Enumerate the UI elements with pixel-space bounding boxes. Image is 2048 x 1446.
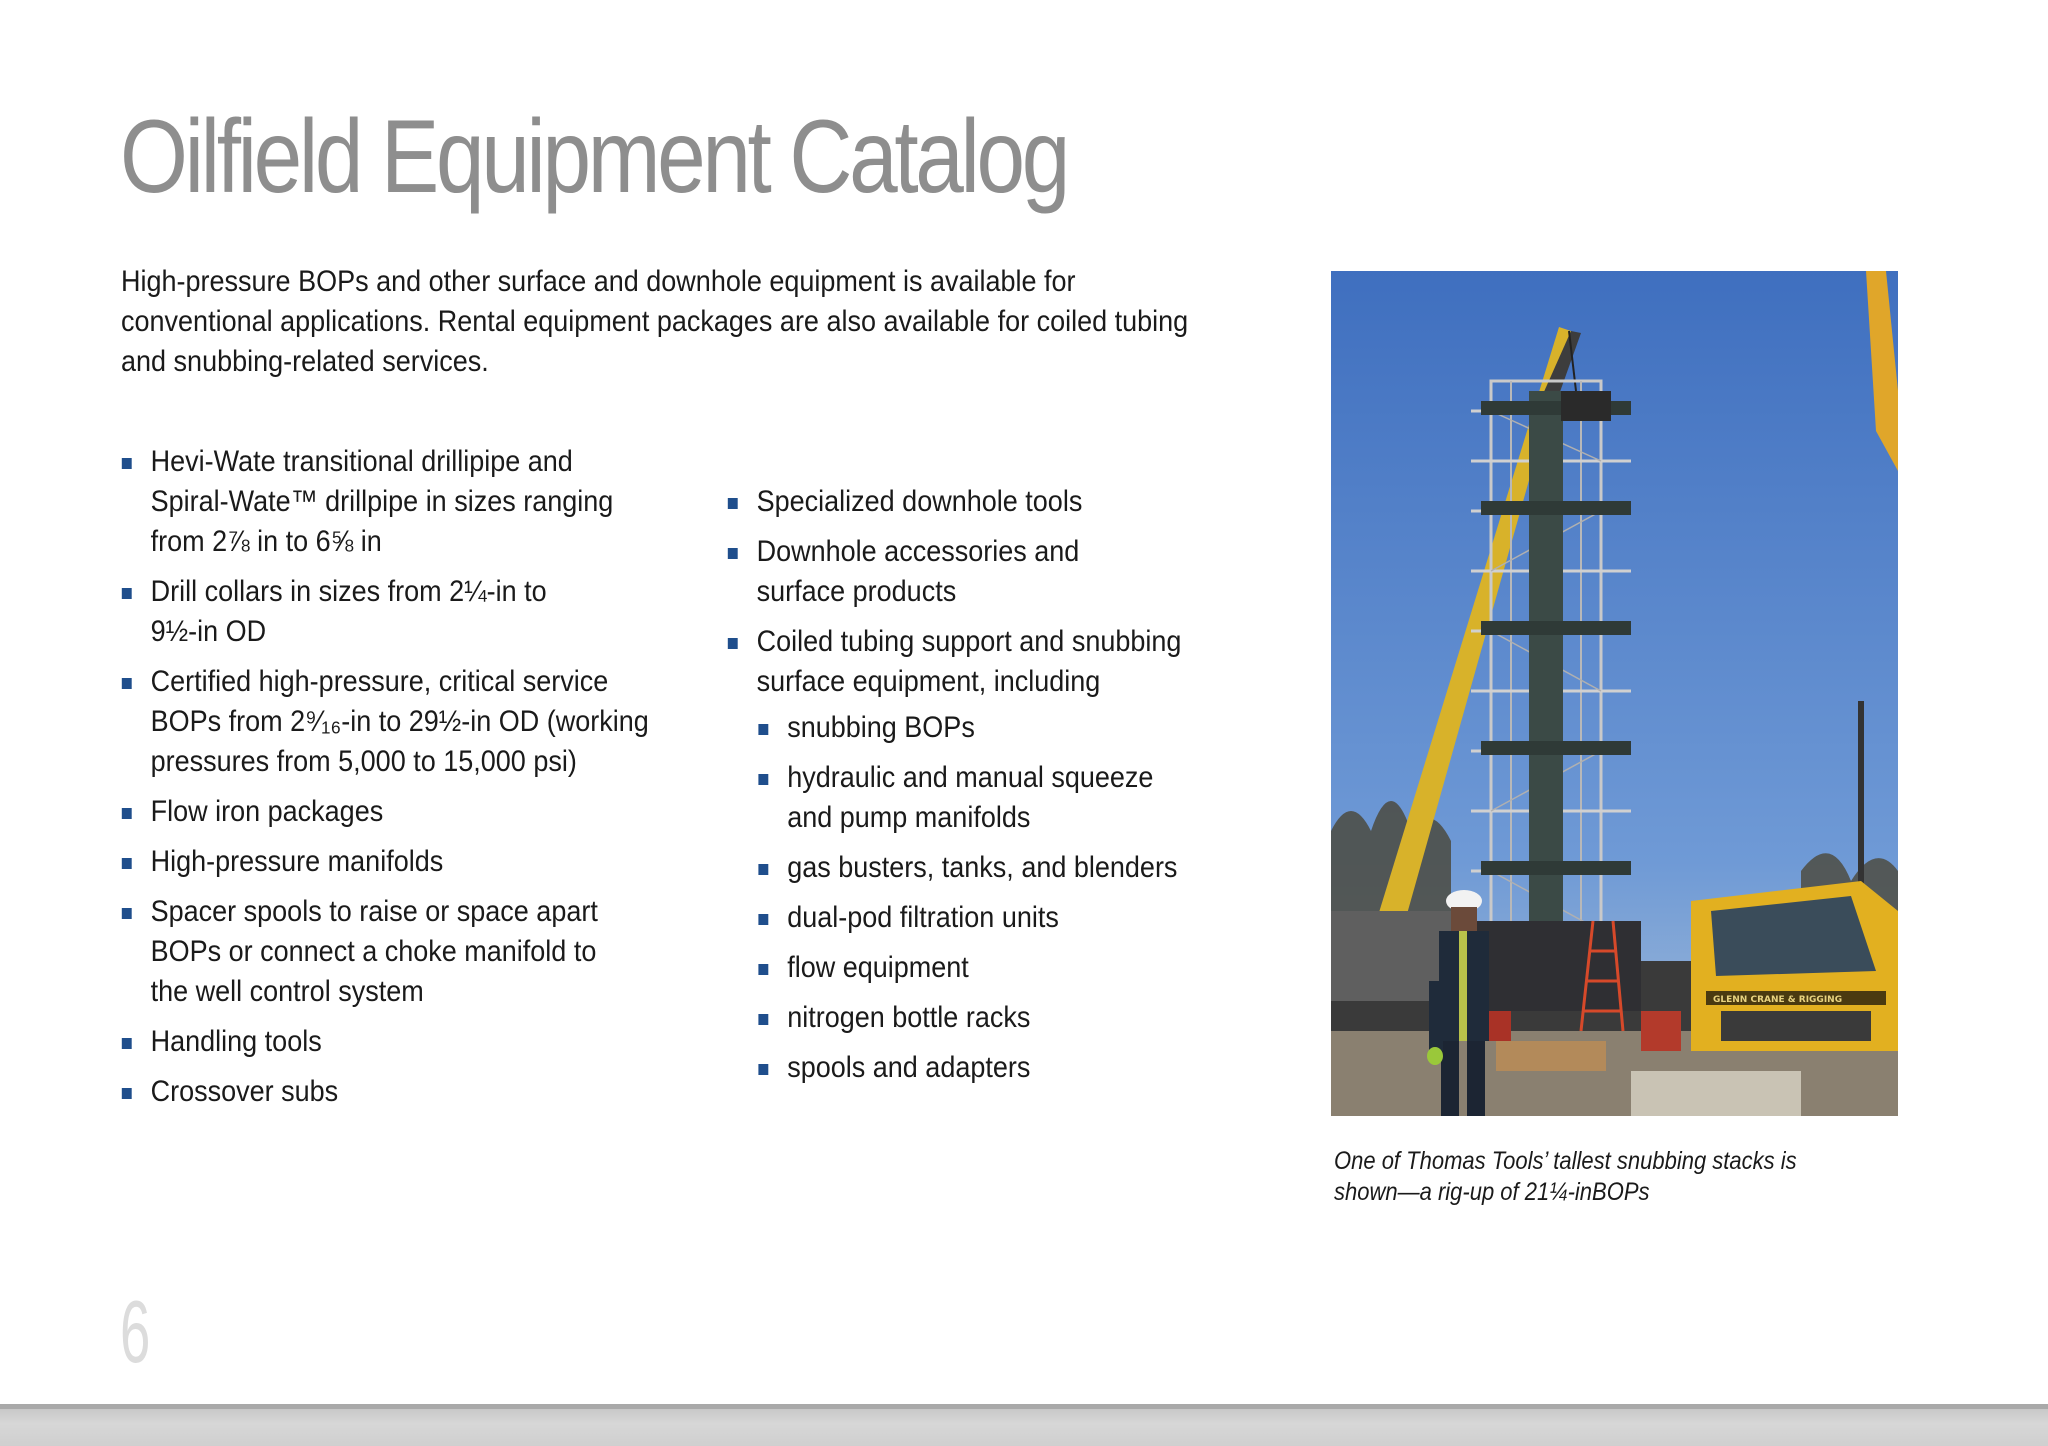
equipment-list-right bbox=[726, 482, 1181, 1098]
list-item-line: from 2⅞ in to 6⅝ in bbox=[150, 525, 382, 558]
list-item bbox=[120, 892, 649, 1012]
list-item-line: Spiral-Wate™ drillpipe in sizes ranging bbox=[150, 485, 614, 518]
list-item-line: 9½-in OD bbox=[150, 615, 267, 648]
list-item-line: High-pressure manifolds bbox=[150, 845, 444, 878]
list-item bbox=[120, 572, 649, 652]
truck-grille bbox=[1721, 1011, 1871, 1041]
sub-list-item bbox=[757, 998, 1182, 1038]
list-item-line: Spacer spools to raise or space apart bbox=[150, 895, 598, 928]
list-item bbox=[726, 532, 1181, 612]
page-number: 6 bbox=[120, 1282, 151, 1381]
list-item-line: snubbing BOPs bbox=[787, 711, 975, 744]
photo-caption bbox=[1334, 1146, 1797, 1208]
sub-list-item bbox=[757, 1048, 1182, 1088]
list-item-line: the well control system bbox=[150, 975, 424, 1008]
list-item-line: gas busters, tanks, and blenders bbox=[787, 851, 1178, 884]
list-item-line: and pump manifolds bbox=[787, 801, 1031, 834]
footer-band-edge bbox=[0, 1404, 2048, 1409]
sub-list bbox=[757, 708, 1182, 1088]
list-item-line: flow equipment bbox=[787, 951, 969, 984]
list-item-line: Certified high-pressure, critical service bbox=[150, 665, 609, 698]
list-item bbox=[120, 442, 649, 562]
caption-line: shown—a rig-up of 21¼-inBOPs bbox=[1334, 1178, 1650, 1206]
list-item-line: Specialized downhole tools bbox=[756, 485, 1083, 518]
list-item bbox=[726, 622, 1181, 1088]
list-item bbox=[120, 662, 649, 782]
sub-list-item bbox=[757, 848, 1182, 888]
list-item-line: surface equipment, including bbox=[756, 665, 1101, 698]
caption-line: One of Thomas Tools’ tallest snubbing stacks is bbox=[1334, 1147, 1797, 1175]
list-item-line: Downhole accessories and bbox=[756, 535, 1080, 568]
list-item bbox=[120, 1072, 649, 1112]
list-item bbox=[726, 482, 1181, 522]
sub-list-item bbox=[757, 898, 1182, 938]
list-item-line: pressures from 5,000 to 15,000 psi) bbox=[150, 745, 577, 778]
equipment-list-left bbox=[120, 442, 649, 1122]
page-title: Oilfield Equipment Catalog bbox=[120, 99, 1067, 215]
list-item-line: Hevi-Wate transitional drillipipe and bbox=[150, 445, 573, 478]
list-item-line: nitrogen bottle racks bbox=[787, 1001, 1031, 1034]
list-item-line: Handling tools bbox=[150, 1025, 322, 1058]
intro-line: and snubbing-related services. bbox=[121, 345, 489, 378]
list-item-line: BOPs or connect a choke manifold to bbox=[150, 935, 597, 968]
snubbing-stack-photo bbox=[1331, 271, 1898, 1116]
intro-paragraph bbox=[121, 262, 1189, 382]
list-item bbox=[120, 1022, 649, 1062]
truck-text: GLENN CRANE & RIGGING bbox=[1713, 995, 1843, 1005]
list-item-line: dual-pod filtration units bbox=[787, 901, 1059, 934]
sub-list-item bbox=[757, 708, 1182, 748]
intro-line: High-pressure BOPs and other surface and downhole equipment is available for bbox=[121, 265, 1076, 298]
sub-list-item bbox=[757, 758, 1182, 838]
list-item-line: Drill collars in sizes from 2¼-in to bbox=[150, 575, 547, 608]
concrete-block bbox=[1631, 1071, 1801, 1116]
crane-block bbox=[1561, 391, 1611, 421]
list-item-line: hydraulic and manual squeeze bbox=[787, 761, 1154, 794]
list-item bbox=[120, 842, 649, 882]
red-machinery bbox=[1641, 1011, 1681, 1051]
list-item-line: Crossover subs bbox=[150, 1075, 339, 1108]
photo-illustration bbox=[1331, 271, 1898, 1116]
pallets bbox=[1496, 1041, 1606, 1071]
list-item-line: surface products bbox=[756, 575, 957, 608]
sub-list-item bbox=[757, 948, 1182, 988]
list-item-line: Coiled tubing support and snubbing bbox=[756, 625, 1182, 658]
list-item-line: spools and adapters bbox=[787, 1051, 1031, 1084]
footer-band bbox=[0, 1404, 2048, 1446]
list-item-line: BOPs from 2⁹⁄₁₆-in to 29½-in OD (working bbox=[150, 705, 649, 738]
intro-line: conventional applications. Rental equipment packages are also available for coiled tubing bbox=[121, 305, 1189, 338]
list-item-line: Flow iron packages bbox=[150, 795, 384, 828]
list-item bbox=[120, 792, 649, 832]
bop-stack bbox=[1529, 391, 1563, 981]
